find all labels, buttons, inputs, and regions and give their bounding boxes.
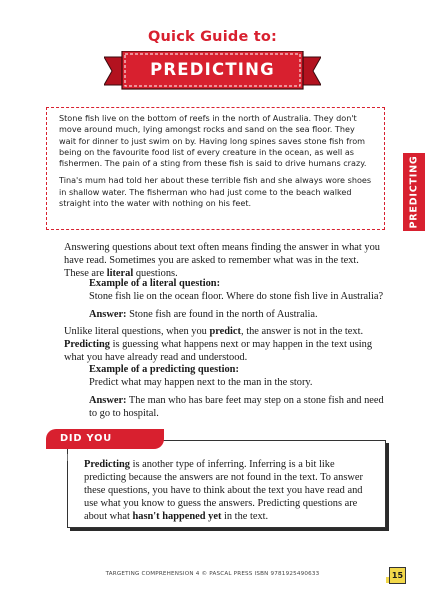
did-you-notice-label: DID YOU NOTICE? xyxy=(60,433,113,464)
intro-text: Answering questions about text often means finding the answer in what you have read. Sometimes you are asked to remember what was in the text. These are xyxy=(64,242,380,280)
literal-example xyxy=(89,277,385,321)
banner-title: PREDICTING xyxy=(150,60,275,79)
answer-label: Answer: xyxy=(89,395,127,407)
notice-bold: Predicting xyxy=(84,459,130,470)
predicting-term: Predicting xyxy=(64,339,110,351)
footer-credit: TARGETING COMPREHENSION 4 © PASCAL PRESS ISBN 9781925490633 xyxy=(105,571,320,577)
text-passage xyxy=(46,107,385,230)
page-number: 15 xyxy=(389,567,406,584)
example-heading: Example of a predicting question: xyxy=(89,364,239,375)
answer-label: Answer: xyxy=(89,309,127,321)
did-you-notice-tag xyxy=(46,429,164,464)
predict-term: predict xyxy=(209,326,242,337)
example-question: Stone fish lie on the ocean floor. Where do stone fish live in Australia? xyxy=(89,291,384,303)
notice-text xyxy=(84,458,374,523)
intro-text: questions. xyxy=(133,268,178,280)
notice-body: in the text. xyxy=(221,511,269,523)
passage-paragraph: Tina's mum had told her about these terrible fish and she always wore shoes in shallow water. The fisherman who had just come to the beach walked straight into the water with nothing on his feet. xyxy=(59,175,372,209)
intro-text: , the answer is not in the text. xyxy=(241,326,364,337)
example-heading: Example of a literal question: xyxy=(89,278,221,289)
notice-bold: hasn't happened yet xyxy=(132,511,222,523)
side-tab-label: PREDICTING xyxy=(408,155,420,229)
literal-term: literal xyxy=(106,268,134,280)
answer-text: Stone fish are found in the north of Australia. xyxy=(126,309,318,321)
intro-text: Unlike literal questions, when you xyxy=(64,326,210,337)
intro-text: is guessing what happens next or may happen in the text using what you have already read and understood. xyxy=(64,339,373,364)
notice-body: is another type of inferring. Inferring is a bit like predicting because the answers are not found in the text. To answer these questions, you have to think about the text you have read and use what you know to guess the answers. Predicting questions are about what xyxy=(84,459,363,523)
example-question: Predict what may happen next to the man in the story. xyxy=(89,377,313,389)
section-side-tab xyxy=(403,153,425,231)
quick-guide-heading: Quick Guide to: xyxy=(147,29,278,45)
predicting-intro xyxy=(64,325,384,364)
passage-paragraph: Stone fish live on the bottom of reefs in the north of Australia. They don't move around much, lying amongst rocks and sand on the sea floor. They wait for dinner to just swim on by. Having long spines saves stone fish from being on the favourite food list of every creature in the ocean, as well as fishermen. The pain of a sting from these fish is said to drive humans crazy. xyxy=(59,113,367,169)
predicting-example xyxy=(89,363,385,420)
literal-intro xyxy=(64,241,384,280)
answer-text: The man who has bare feet may step on a stone fish and need to go to hospital. xyxy=(89,395,384,420)
